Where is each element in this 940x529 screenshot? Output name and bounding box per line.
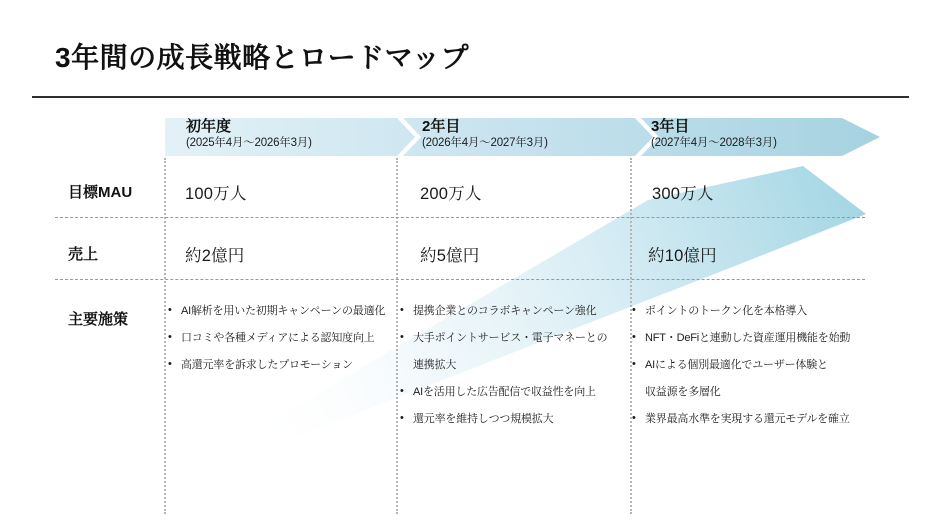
initiative-text: AIによる個別最適化でユーザー体験と (645, 358, 828, 371)
initiative-item-continuation (400, 350, 628, 377)
initiative-text: 提携企業とのコラボキャンペーン強化 (413, 304, 597, 317)
row-label-initiatives: 主要施策 (68, 311, 129, 328)
initiatives-list-year1 (168, 296, 394, 377)
initiative-item (632, 296, 882, 323)
initiative-item (168, 323, 394, 350)
bullet-icon: • (632, 411, 636, 424)
initiative-item (400, 323, 628, 350)
initiative-item (400, 404, 628, 431)
initiative-text: 業界最高水準を実現する還元モデルを確立 (645, 412, 850, 425)
initiative-text: ポイントのトークン化を本格導入 (645, 304, 807, 317)
bullet-icon: • (168, 330, 172, 343)
phase-name: 初年度 (186, 118, 232, 135)
page-title: 3年間の成長戦略とロードマップ (55, 42, 469, 73)
initiative-item (168, 296, 394, 323)
initiative-text: AIを活用した広告配信で収益性を向上 (413, 385, 596, 398)
initiative-text: 連携拡大 (413, 358, 457, 371)
bullet-icon: • (400, 384, 404, 397)
phase-period: (2026年4月〜2027年3月) (422, 137, 548, 149)
initiative-text: 還元率を維持しつつ規模拡大 (413, 412, 554, 425)
bullet-icon: • (168, 303, 172, 316)
column-divider (164, 158, 166, 514)
initiatives-list-year3 (632, 296, 882, 431)
bullet-icon: • (400, 303, 404, 316)
mau-value-year1: 100万人 (185, 185, 247, 203)
initiatives-list-year2 (400, 296, 628, 431)
initiative-item (632, 350, 882, 377)
initiative-item (400, 296, 628, 323)
initiative-text: AI解析を用いた初期キャンペーンの最適化 (181, 304, 386, 317)
bullet-icon: • (632, 330, 636, 343)
row-divider (55, 217, 865, 218)
column-divider (396, 158, 398, 514)
initiative-text: 高還元率を訴求したプロモーション (181, 358, 353, 371)
initiative-item-continuation (632, 377, 882, 404)
bullet-icon: • (400, 411, 404, 424)
initiative-item (168, 350, 394, 377)
initiative-text: 収益源を多層化 (645, 385, 721, 398)
initiative-item (632, 404, 882, 431)
row-divider (55, 279, 865, 280)
timeline-phase-year2 (422, 119, 548, 150)
phase-name: 2年目 (422, 118, 461, 135)
initiative-text: 口コミや各種メディアによる認知度向上 (181, 331, 375, 344)
revenue-value-year3: 約10億円 (648, 247, 717, 265)
phase-name: 3年目 (651, 118, 690, 135)
bullet-icon: • (400, 330, 404, 343)
mau-value-year2: 200万人 (420, 185, 482, 203)
initiative-text: 大手ポイントサービス・電子マネーとの (413, 331, 608, 344)
revenue-value-year1: 約2億円 (185, 247, 245, 265)
timeline-phase-year3 (651, 119, 777, 150)
revenue-value-year2: 約5億円 (420, 247, 480, 265)
row-label-mau: 目標MAU (68, 184, 133, 201)
initiative-item (400, 377, 628, 404)
phase-period: (2025年4月〜2026年3月) (186, 137, 312, 149)
row-label-revenue: 売上 (68, 246, 99, 263)
bullet-icon: • (632, 357, 636, 370)
phase-period: (2027年4月〜2028年3月) (651, 137, 777, 149)
mau-value-year3: 300万人 (652, 185, 714, 203)
initiative-item (632, 323, 882, 350)
timeline-phase-year1 (186, 119, 312, 150)
bullet-icon: • (168, 357, 172, 370)
bullet-icon: • (632, 303, 636, 316)
initiative-text: NFT・DeFiと連動した資産運用機能を始動 (645, 331, 851, 344)
